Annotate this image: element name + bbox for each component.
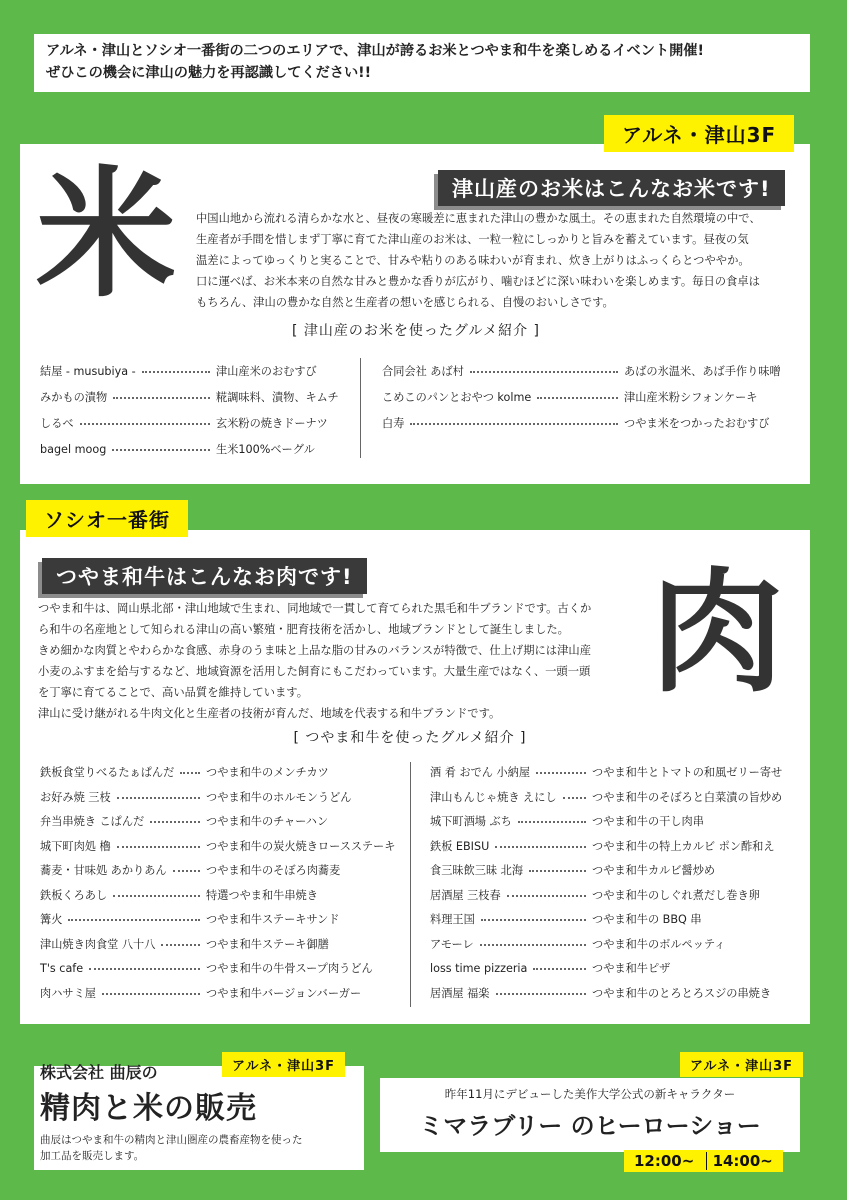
list-item xyxy=(430,858,792,883)
shop-name: 弁当串焼き こぱんだ xyxy=(40,815,145,829)
leader-dots xyxy=(173,870,200,872)
sale-area-tag: アルネ・津山3F xyxy=(222,1052,345,1077)
list-item xyxy=(430,907,792,932)
intro-panel xyxy=(34,34,810,92)
dish-name: つやま和牛の干し肉串 xyxy=(592,815,704,829)
shop-name: 津山焼き肉食堂 八十八 xyxy=(40,937,156,951)
rice-list-right xyxy=(382,358,782,436)
list-item xyxy=(430,883,792,908)
beef-gourmet-title: [ つやま和牛を使ったグルメ紹介 ] xyxy=(293,730,527,746)
dish-name: 津山産米のおむすび xyxy=(216,365,317,378)
leader-dots xyxy=(150,821,200,823)
beef-body xyxy=(38,598,638,724)
shop-name: 鉄板 EBISU xyxy=(430,839,490,853)
dish-name: つやま和牛のボルペッティ xyxy=(592,937,726,951)
rice-body-line: 温差によってゆっくりと実ることで、甘みや粘りのある味わいが育まれ、炊き上がりはふっくらとつややか。 xyxy=(196,254,750,267)
beef-list-left xyxy=(40,760,398,1005)
rice-list-divider xyxy=(360,358,361,458)
dish-name: つやま和牛とトマトの和風ゼリー寄せ xyxy=(592,766,783,780)
dish-name: つやま和牛ステーキサンド xyxy=(206,913,340,927)
show-title: ミマラブリー のヒーローショー xyxy=(419,1112,761,1140)
dish-name: つやま和牛のチャーハン xyxy=(206,815,329,829)
leader-dots xyxy=(481,919,586,921)
list-item xyxy=(40,956,398,981)
leader-dots xyxy=(161,944,200,946)
list-item xyxy=(430,956,792,981)
shop-name: お好み焼 三枝 xyxy=(40,790,111,804)
dish-name: つやま米をつかったおむすび xyxy=(624,417,770,430)
leader-dots xyxy=(529,870,586,872)
leader-dots xyxy=(112,449,210,451)
shop-name: 鉄板くろあし xyxy=(40,888,108,902)
leader-dots xyxy=(113,397,210,399)
beef-area-tag: ソシオ一番街 xyxy=(26,500,188,537)
leader-dots xyxy=(495,846,586,848)
list-item xyxy=(430,981,792,1006)
list-item xyxy=(40,410,340,436)
list-item xyxy=(430,809,792,834)
leader-dots xyxy=(537,397,618,399)
beef-list-divider xyxy=(410,762,411,1007)
dish-name: つやま和牛の BBQ 串 xyxy=(592,913,702,927)
time-separator xyxy=(706,1152,707,1170)
dish-name: つやま和牛のホルモンうどん xyxy=(206,790,352,804)
beef-body-line: きめ細かな肉質とやわらかな食感、赤身のうま味と上品な脂の甘みのバランスが特徴で、仕上げ期には津山産 xyxy=(38,644,591,657)
shop-name: 城下町酒場 ぶち xyxy=(430,815,512,829)
leader-dots xyxy=(180,772,200,774)
rice-gourmet-title: [ 津山産のお米を使ったグルメ紹介 ] xyxy=(292,323,540,339)
shop-name: 居酒屋 福楽 xyxy=(430,986,490,1000)
shop-name: 食三昧飲三昧 北海 xyxy=(430,864,524,878)
list-item xyxy=(40,981,398,1006)
dish-name: つやま和牛のそぼろと白菜漬の旨炒め xyxy=(592,790,783,804)
leader-dots xyxy=(68,919,200,921)
sale-title: 精肉と米の販売 xyxy=(40,1091,257,1126)
beef-body-line: を丁寧に育てることで、高い品質を維持しています。 xyxy=(38,686,308,699)
show-times xyxy=(624,1150,783,1172)
intro-line-1: アルネ・津山とソシオ一番街の二つのエリアで、津山が誇るお米とつやま和牛を楽しめるイベント開催! xyxy=(46,43,704,59)
shop-name: 酒 肴 おでん 小納屋 xyxy=(430,766,531,780)
shop-name: 城下町肉処 櫓 xyxy=(40,839,111,853)
leader-dots xyxy=(518,821,586,823)
dish-name: つやま和牛の特上カルビ ポン酢和え xyxy=(592,839,775,853)
dish-name: つやま和牛のしぐれ煮だし巻き卵 xyxy=(592,888,760,902)
list-item xyxy=(40,907,398,932)
show-subtitle: 昨年11月にデビューした美作大学公式の新キャラクター xyxy=(444,1087,736,1101)
dish-name: 玄米粉の焼きドーナツ xyxy=(216,417,328,430)
shop-name: 肉ハサミ屋 xyxy=(40,986,96,1000)
list-item xyxy=(430,760,792,785)
beef-list-right xyxy=(430,760,792,1005)
list-item xyxy=(40,932,398,957)
sale-desc-line-2: 加工品を販売します。 xyxy=(40,1150,145,1162)
leader-dots xyxy=(563,797,586,799)
shop-name: 鉄板食堂りべるたぁぱんだ xyxy=(40,766,175,780)
leader-dots xyxy=(89,968,200,970)
shop-name: 津山もんじゃ焼き えにし xyxy=(430,790,557,804)
rice-body xyxy=(196,208,796,313)
list-item xyxy=(40,858,398,883)
dish-name: つやま和牛の炭火焼きロースステーキ xyxy=(206,839,396,853)
list-item xyxy=(382,410,782,436)
leader-dots xyxy=(533,968,586,970)
leader-dots xyxy=(117,846,200,848)
show-area-tag: アルネ・津山3F xyxy=(680,1052,803,1077)
shop-name: loss time pizzeria xyxy=(430,961,528,975)
beef-kanji: 肉 xyxy=(650,553,785,711)
sale-company: 株式会社 曲辰の xyxy=(40,1063,158,1082)
dish-name: つやま和牛ピザ xyxy=(592,962,671,976)
sale-desc-line-1: 曲辰はつやま和牛の精肉と津山圏産の農畜産物を使った xyxy=(40,1134,303,1146)
beef-body-line: 小麦のふすまを給与するなど、地域資源を活用した飼育にもこだわっています。大量生産ではなく、一頭一頭 xyxy=(38,665,591,678)
beef-heading: つやま和牛はこんなお肉です! xyxy=(42,558,367,594)
list-item xyxy=(40,834,398,859)
dish-name: あばの氷温米、あば手作り味噌 xyxy=(624,365,781,378)
list-item xyxy=(40,760,398,785)
shop-name: 結屋 - musubiya - xyxy=(40,365,136,378)
list-item xyxy=(40,384,340,410)
list-item xyxy=(40,883,398,908)
shop-name: 合同会社 あば村 xyxy=(382,365,464,378)
shop-name: 篝火 xyxy=(40,913,63,927)
leader-dots xyxy=(480,944,586,946)
leader-dots xyxy=(507,895,586,897)
shop-name: 居酒屋 三枝春 xyxy=(430,888,501,902)
dish-name: つやま和牛のそぼろ肉蕎麦 xyxy=(206,864,341,878)
list-item xyxy=(40,785,398,810)
dish-name: つやま和牛バージョンバーガー xyxy=(206,986,362,1000)
leader-dots xyxy=(410,423,618,425)
dish-name: 糀調味料、漬物、キムチ xyxy=(216,391,339,404)
rice-heading: 津山産のお米はこんなお米です! xyxy=(438,170,785,206)
beef-body-line: 津山に受け継がれる牛肉文化と生産者の技術が育んだ、地域を代表する和牛ブランドです。 xyxy=(38,707,501,720)
intro-line-2: ぜひこの機会に津山の魅力を再認識してください!! xyxy=(46,65,372,81)
shop-name: こめこのパンとおやつ kolme xyxy=(382,391,532,404)
shop-name: bagel moog xyxy=(40,442,107,456)
shop-name: 蕎麦・甘味処 あかりあん xyxy=(40,864,167,878)
shop-name: アモーレ xyxy=(430,937,474,951)
rice-area-tag: アルネ・津山3F xyxy=(604,115,794,152)
dish-name: つやま和牛ステーキ御膳 xyxy=(206,937,329,951)
rice-list-left xyxy=(40,358,340,462)
list-item xyxy=(40,809,398,834)
shop-name: 料理王国 xyxy=(430,913,475,927)
leader-dots xyxy=(102,993,200,995)
list-item xyxy=(40,358,340,384)
list-item xyxy=(430,785,792,810)
dish-name: つやま和牛のメンチカツ xyxy=(206,766,329,780)
list-item xyxy=(430,932,792,957)
list-item xyxy=(430,834,792,859)
dish-name: 特選つやま和牛串焼き xyxy=(206,888,318,902)
leader-dots xyxy=(496,993,587,995)
rice-body-line: もちろん、津山の豊かな自然と生産者の想いを感じられる、自慢のおいしさです。 xyxy=(196,296,614,309)
show-time-2: 14:00~ xyxy=(712,1152,773,1170)
list-item xyxy=(40,436,340,462)
dish-name: つやま和牛カルビ醤炒め xyxy=(592,864,716,878)
list-item xyxy=(382,358,782,384)
beef-body-line: つやま和牛は、岡山県北部・津山地域で生まれ、同地域で一貫して育てられた黒毛和牛ブランドです。古くか xyxy=(38,602,592,615)
dish-name: 津山産米粉シフォンケーキ xyxy=(624,391,758,404)
rice-kanji: 米 xyxy=(36,153,177,317)
leader-dots xyxy=(536,772,586,774)
leader-dots xyxy=(80,423,210,425)
leader-dots xyxy=(470,371,618,373)
leader-dots xyxy=(113,895,200,897)
shop-name: 白寿 xyxy=(382,417,405,430)
dish-name: つやま和牛のとろとろスジの串焼き xyxy=(592,986,772,1000)
leader-dots xyxy=(117,797,200,799)
rice-body-line: 生産者が手間を惜しまず丁寧に育てた津山産のお米は、一粒一粒にしっかりと旨みを蓄えています。昼夜の気 xyxy=(196,233,749,246)
shop-name: しるべ xyxy=(40,417,74,430)
leader-dots xyxy=(142,371,210,373)
list-item xyxy=(382,384,782,410)
beef-body-line: ら和牛の名産地として知られる津山の高い繁殖・肥育技術を活かし、地域ブランドとして誕生しました。 xyxy=(38,623,569,636)
shop-name: T's cafe xyxy=(40,961,84,975)
dish-name: 生米100%ベーグル xyxy=(216,443,315,456)
shop-name: みかもの漬物 xyxy=(40,391,108,404)
rice-body-line: 口に運べば、お米本来の自然な甘みと豊かな香りが広がり、噛むほどに深い味わいを楽しめます。毎日の食卓は xyxy=(196,275,760,288)
dish-name: つやま和牛の牛骨スープ肉うどん xyxy=(206,962,373,976)
rice-body-line: 中国山地から流れる清らかな水と、昼夜の寒暖差に恵まれた津山の豊かな風土。その恵まれた自然環境の中で、 xyxy=(196,212,761,225)
show-time-1: 12:00~ xyxy=(634,1152,695,1170)
